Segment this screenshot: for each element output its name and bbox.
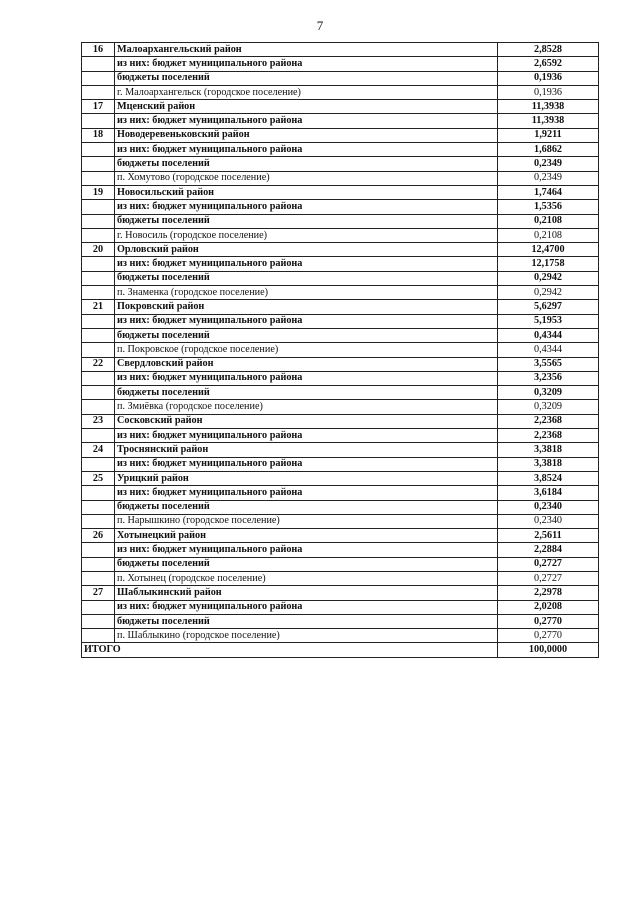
row-number: 23 (82, 414, 115, 428)
row-name: из них: бюджет муниципального района (115, 543, 498, 557)
row-name: из них: бюджет муниципального района (115, 114, 498, 128)
row-number (82, 514, 115, 528)
row-value: 3,3818 (498, 457, 599, 471)
row-value: 11,3938 (498, 114, 599, 128)
row-number (82, 457, 115, 471)
row-number (82, 543, 115, 557)
row-value: 2,2884 (498, 543, 599, 557)
table-row (82, 429, 599, 443)
row-number (82, 314, 115, 328)
row-value: 3,3818 (498, 443, 599, 457)
table-row (82, 328, 599, 342)
row-value: 0,4344 (498, 343, 599, 357)
row-number: 19 (82, 185, 115, 199)
table-row (82, 128, 599, 142)
row-name: г. Малоархангельск (городское поселение) (115, 85, 498, 99)
table-row (82, 414, 599, 428)
row-value: 0,2727 (498, 557, 599, 571)
table-row (82, 85, 599, 99)
row-value: 0,2340 (498, 500, 599, 514)
row-value: 0,2108 (498, 228, 599, 242)
row-name: Орловский район (115, 243, 498, 257)
row-value: 0,2349 (498, 171, 599, 185)
row-name: Покровский район (115, 300, 498, 314)
row-value: 5,1953 (498, 314, 599, 328)
row-name: бюджеты поселений (115, 271, 498, 285)
row-value: 2,2978 (498, 586, 599, 600)
row-name: бюджеты поселений (115, 214, 498, 228)
row-number: 24 (82, 443, 115, 457)
row-value: 3,8524 (498, 471, 599, 485)
table-row (82, 400, 599, 414)
row-number (82, 214, 115, 228)
row-value: 12,1758 (498, 257, 599, 271)
row-number (82, 571, 115, 585)
row-value: 2,6592 (498, 57, 599, 71)
table-row (82, 43, 599, 57)
row-name: из них: бюджет муниципального района (115, 486, 498, 500)
row-name: из них: бюджет муниципального района (115, 457, 498, 471)
row-number (82, 500, 115, 514)
row-value: 3,5565 (498, 357, 599, 371)
table-row (82, 600, 599, 614)
table-row (82, 471, 599, 485)
row-number: 21 (82, 300, 115, 314)
table-row (82, 457, 599, 471)
row-number (82, 371, 115, 385)
row-name: г. Новосиль (городское поселение) (115, 228, 498, 242)
row-number (82, 71, 115, 85)
row-value: 2,2368 (498, 429, 599, 443)
table-row (82, 357, 599, 371)
row-name: Малоархангельский район (115, 43, 498, 57)
table-row (82, 214, 599, 228)
table-row (82, 571, 599, 585)
row-name: из них: бюджет муниципального района (115, 600, 498, 614)
row-name: Хотынецкий район (115, 529, 498, 543)
table-row (82, 171, 599, 185)
table-row (82, 543, 599, 557)
row-value: 0,2770 (498, 629, 599, 643)
row-name: Урицкий район (115, 471, 498, 485)
table-row (82, 200, 599, 214)
row-number (82, 171, 115, 185)
row-name: из них: бюджет муниципального района (115, 57, 498, 71)
row-value: 0,2942 (498, 286, 599, 300)
row-value: 2,0208 (498, 600, 599, 614)
table-row (82, 228, 599, 242)
table-row (82, 143, 599, 157)
table-row (82, 371, 599, 385)
row-number: 20 (82, 243, 115, 257)
table-row (82, 614, 599, 628)
table-row (82, 57, 599, 71)
table-row (82, 271, 599, 285)
row-value: 2,8528 (498, 43, 599, 57)
row-number (82, 228, 115, 242)
row-name: п. Хотынец (городское поселение) (115, 571, 498, 585)
row-number (82, 271, 115, 285)
row-number: 16 (82, 43, 115, 57)
row-value: 0,2727 (498, 571, 599, 585)
row-value: 1,5356 (498, 200, 599, 214)
row-value: 0,1936 (498, 85, 599, 99)
total-value: 100,0000 (498, 643, 599, 657)
row-number: 26 (82, 529, 115, 543)
row-name: Свердловский район (115, 357, 498, 371)
row-number: 25 (82, 471, 115, 485)
row-name: бюджеты поселений (115, 328, 498, 342)
row-name: Троснянский район (115, 443, 498, 457)
row-number (82, 328, 115, 342)
table-body (82, 43, 599, 643)
row-name: бюджеты поселений (115, 71, 498, 85)
row-number (82, 85, 115, 99)
row-value: 12,4700 (498, 243, 599, 257)
row-value: 3,2356 (498, 371, 599, 385)
row-name: из них: бюджет муниципального района (115, 143, 498, 157)
row-name: из них: бюджет муниципального района (115, 371, 498, 385)
row-number (82, 257, 115, 271)
row-name: п. Шаблыкино (городское поселение) (115, 629, 498, 643)
table-row (82, 100, 599, 114)
table-row (82, 443, 599, 457)
table-row (82, 514, 599, 528)
row-value: 0,1936 (498, 71, 599, 85)
table-row (82, 500, 599, 514)
row-value: 0,3209 (498, 386, 599, 400)
row-number: 22 (82, 357, 115, 371)
total-row (82, 643, 599, 657)
row-number: 27 (82, 586, 115, 600)
row-name: бюджеты поселений (115, 386, 498, 400)
table-row (82, 386, 599, 400)
row-value: 1,7464 (498, 185, 599, 199)
table-row (82, 157, 599, 171)
table-row (82, 71, 599, 85)
row-number (82, 157, 115, 171)
row-value: 0,2942 (498, 271, 599, 285)
row-name: из них: бюджет муниципального района (115, 257, 498, 271)
row-number (82, 386, 115, 400)
table-row (82, 286, 599, 300)
table-row (82, 257, 599, 271)
row-number (82, 57, 115, 71)
total-label: ИТОГО (82, 643, 498, 657)
row-value: 11,3938 (498, 100, 599, 114)
row-number (82, 114, 115, 128)
row-number (82, 143, 115, 157)
table-row (82, 114, 599, 128)
distribution-table (81, 42, 599, 658)
row-value: 0,2349 (498, 157, 599, 171)
row-value: 2,5611 (498, 529, 599, 543)
row-number (82, 600, 115, 614)
row-value: 1,9211 (498, 128, 599, 142)
row-number (82, 200, 115, 214)
table-row (82, 529, 599, 543)
row-name: из них: бюджет муниципального района (115, 200, 498, 214)
table-row (82, 629, 599, 643)
row-number: 17 (82, 100, 115, 114)
row-value: 0,2108 (498, 214, 599, 228)
row-value: 0,3209 (498, 400, 599, 414)
row-value: 1,6862 (498, 143, 599, 157)
table-row (82, 557, 599, 571)
row-name: из них: бюджет муниципального района (115, 429, 498, 443)
row-name: Новосильский район (115, 185, 498, 199)
row-number (82, 629, 115, 643)
row-name: Сосковский район (115, 414, 498, 428)
row-value: 0,4344 (498, 328, 599, 342)
row-name: Мценский район (115, 100, 498, 114)
table-row (82, 300, 599, 314)
row-name: из них: бюджет муниципального района (115, 314, 498, 328)
row-value: 2,2368 (498, 414, 599, 428)
row-number (82, 557, 115, 571)
row-value: 0,2340 (498, 514, 599, 528)
table-row (82, 343, 599, 357)
row-number (82, 400, 115, 414)
row-name: бюджеты поселений (115, 157, 498, 171)
table-row (82, 243, 599, 257)
row-number (82, 614, 115, 628)
table-row (82, 586, 599, 600)
row-name: Новодеревеньковский район (115, 128, 498, 142)
row-name: Шаблыкинский район (115, 586, 498, 600)
table-row (82, 314, 599, 328)
row-value: 0,2770 (498, 614, 599, 628)
row-name: п. Покровское (городское поселение) (115, 343, 498, 357)
row-name: бюджеты поселений (115, 614, 498, 628)
row-number (82, 486, 115, 500)
page-number: 7 (316, 18, 324, 33)
row-name: п. Змиёвка (городское поселение) (115, 400, 498, 414)
row-number (82, 343, 115, 357)
row-name: бюджеты поселений (115, 557, 498, 571)
row-name: бюджеты поселений (115, 500, 498, 514)
row-name: п. Нарышкино (городское поселение) (115, 514, 498, 528)
row-number (82, 286, 115, 300)
row-name: п. Знаменка (городское поселение) (115, 286, 498, 300)
row-number (82, 429, 115, 443)
table-row (82, 185, 599, 199)
row-number: 18 (82, 128, 115, 142)
row-value: 3,6184 (498, 486, 599, 500)
table-row (82, 486, 599, 500)
row-name: п. Хомутово (городское поселение) (115, 171, 498, 185)
row-value: 5,6297 (498, 300, 599, 314)
